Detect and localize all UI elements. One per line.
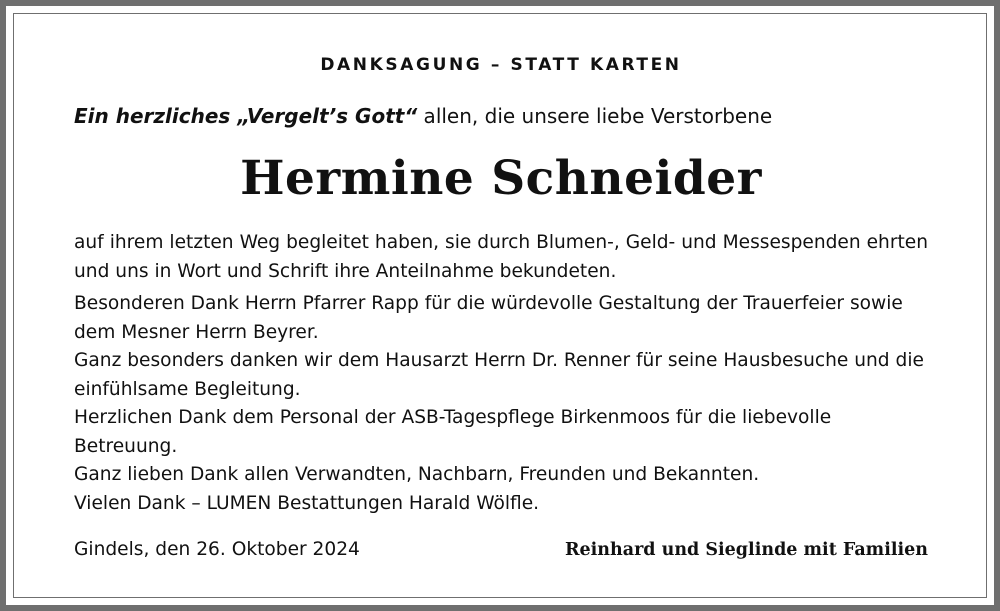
thanks-pastor: Besonderen Dank Herrn Pfarrer Rapp für die würdevolle Gestaltung der Trauerfeier sowie dem Mesner Herrn Beyrer. <box>74 293 903 343</box>
thanks-relatives: Ganz lieben Dank allen Verwandten, Nachbarn, Freunden und Bekannten. <box>74 464 760 485</box>
notice-body <box>74 229 928 518</box>
intro-emphasis: Ein herzliches „Vergelt’s Gott“ <box>74 104 418 128</box>
thanks-undertaker: Vielen Dank – LUMEN Bestattungen Harald Wölfle. <box>74 492 540 514</box>
intro-rest: allen, die unsere liebe Verstorbene <box>417 104 773 128</box>
acknowledgement-paragraph: auf ihrem letzten Weg begleitet haben, sie durch Blumen-, Geld- und Messespenden ehrten und uns in Wort und Schrift ihre Anteilnahme bekundeten. <box>74 232 928 282</box>
thanks-doctor: Ganz besonders danken wir dem Hausarzt Herrn Dr. Renner für seine Hausbesuche und die einfühlsame Begleitung. <box>74 350 924 400</box>
thanks-care-staff: Herzlichen Dank dem Personal der ASB-Tagespflege Birkenmoos für die liebevolle Betreuung. <box>74 407 832 457</box>
deceased-name: Hermine Schneider <box>240 151 762 206</box>
signature: Reinhard und Sieglinde mit Familien <box>564 540 928 560</box>
intro-line <box>74 103 928 129</box>
place-date: Gindels, den 26. Oktober 2024 <box>74 539 360 560</box>
notice-heading: DANKSAGUNG – STATT KARTEN <box>320 55 682 75</box>
